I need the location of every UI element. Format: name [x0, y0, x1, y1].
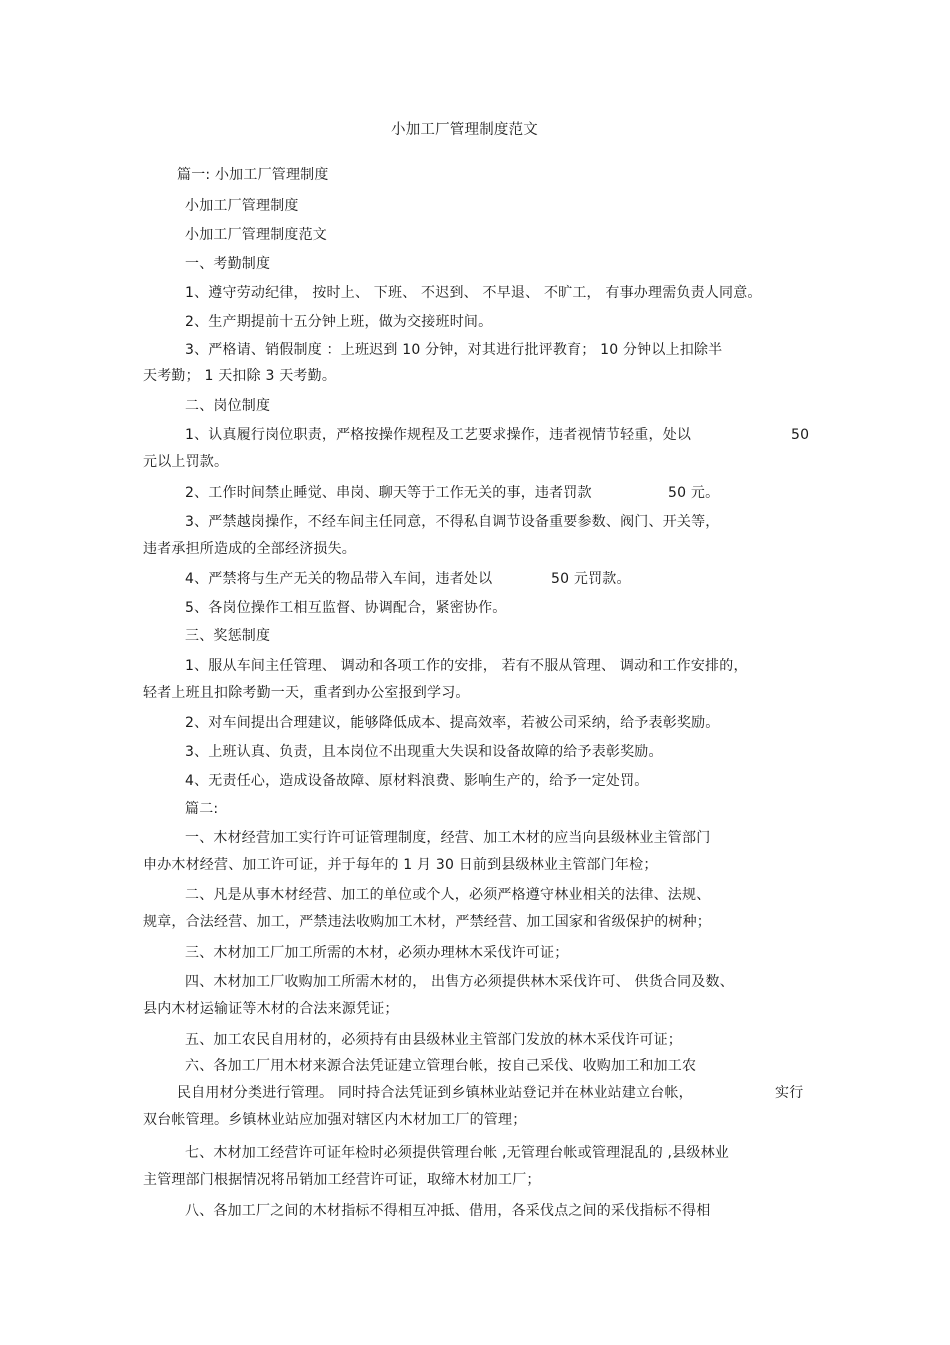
text-line: 一、木材经营加工实行许可证管理制度，经营、加工木材的应当向县级林业主管部门	[185, 830, 711, 846]
text-line: 规章，合法经营、加工，严禁违法收购加工木材，严禁经营、加工国家和省级保护的树种；	[143, 914, 711, 930]
text-line: 八、各加工厂之间的木材指标不得相互冲抵、借用，各采伐点之间的采伐指标不得相	[185, 1203, 711, 1219]
text-line: 七、木材加工经营许可证年检时必须提供管理台帐 ,无管理台帐或管理混乱的 ,县级林业	[185, 1145, 729, 1161]
section-heading: 篇二:	[185, 801, 219, 817]
text-line: 小加工厂管理制度范文	[185, 227, 327, 243]
text-line: 1、服从车间主任管理、 调动和各项工作的安排， 若有不服从管理、 调动和工作安排的，	[185, 658, 748, 674]
text-line: 1、认真履行岗位职责，严格按操作规程及工艺要求操作，违者视情节轻重，处以	[185, 427, 692, 443]
section-heading: 三、奖惩制度	[185, 628, 271, 644]
text-line: 双台帐管理。乡镇林业站应加强对辖区内木材加工厂的管理；	[143, 1112, 527, 1128]
text-line: 五、加工农民自用材的，必须持有由县级林业主管部门发放的林木采伐许可证；	[185, 1032, 682, 1048]
text-line: 轻者上班且扣除考勤一天，重者到办公室报到学习。	[143, 685, 470, 701]
text-line: 小加工厂管理制度	[185, 198, 299, 214]
text-line: 3、上班认真、负责，且本岗位不出现重大失误和设备故障的给予表彰奖励。	[185, 744, 663, 760]
text-line: 1、遵守劳动纪律， 按时上、 下班、 不迟到、 不早退、 不旷工， 有事办理需负责人同意。	[185, 285, 762, 301]
text-line: 六、各加工厂用木材来源合法凭证建立管理台帐，按自己采伐、收购加工和加工农	[185, 1058, 697, 1074]
section-heading: 篇一: 小加工厂管理制度	[177, 167, 329, 183]
text-line: 4、无责任心，造成设备故障、原材料浪费、影响生产的，给予一定处罚。	[185, 773, 649, 789]
text-line: 县内木材运输证等木材的合法来源凭证；	[143, 1001, 399, 1017]
text-line: 元以上罚款。	[143, 454, 229, 470]
text-line: 3、严禁越岗操作，不经车间主任同意，不得私自调节设备重要参数、阀门、开关等，	[185, 514, 720, 530]
text-line: 5、各岗位操作工相互监督、协调配合，紧密协作。	[185, 600, 507, 616]
text-line: 申办木材经营、加工许可证，并于每年的 1 月 30 日前到县级林业主管部门年检；	[143, 857, 658, 873]
text-line: 四、木材加工厂收购加工所需木材的， 出售方必须提供林木采伐许可、 供货合同及数、	[185, 974, 734, 990]
document-title: 小加工厂管理制度范文	[391, 122, 538, 138]
text-line: 2、生产期提前十五分钟上班，做为交接班时间。	[185, 314, 493, 330]
text-line: 2、工作时间禁止睡觉、串岗、聊天等于工作无关的事，违者罚款	[185, 485, 592, 501]
text-line: 50 元。	[668, 485, 720, 501]
text-line: 实行	[775, 1085, 804, 1101]
text-line: 50 元罚款。	[551, 571, 631, 587]
text-line: 天考勤； 1 天扣除 3 天考勤。	[143, 368, 337, 384]
text-line: 3、严格请、销假制度 ：上班迟到 10 分钟，对其进行批评教育； 10 分钟以上扣除半	[185, 342, 723, 358]
text-line: 50	[791, 427, 810, 443]
text-line: 2、对车间提出合理建议，能够降低成本、提高效率，若被公司采纳，给予表彰奖励。	[185, 715, 720, 731]
section-heading: 二、岗位制度	[185, 398, 271, 414]
text-line: 二、凡是从事木材经营、加工的单位或个人，必须严格遵守林业相关的法律、法规、	[185, 887, 711, 903]
text-line: 民自用材分类进行管理。 同时持合法凭证到乡镇林业站登记并在林业站建立台帐，	[177, 1085, 693, 1101]
text-line: 4、严禁将与生产无关的物品带入车间，违者处以	[185, 571, 493, 587]
text-line: 违者承担所造成的全部经济损失。	[143, 541, 356, 557]
text-line: 主管理部门根据情况将吊销加工经营许可证，取缔木材加工厂；	[143, 1172, 541, 1188]
section-heading: 一、考勤制度	[185, 256, 271, 272]
text-line: 三、木材加工厂加工所需的木材，必须办理林木采伐许可证；	[185, 945, 569, 961]
